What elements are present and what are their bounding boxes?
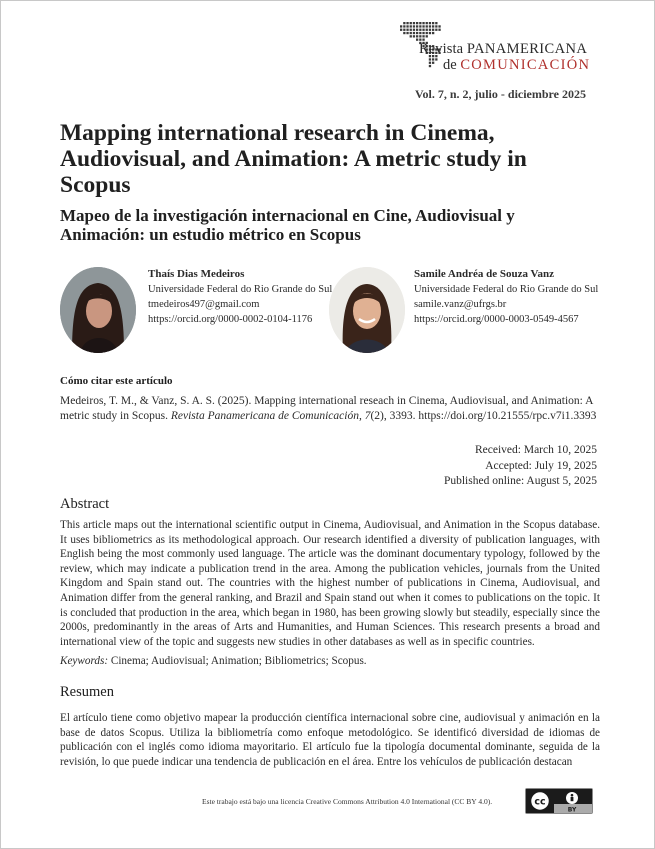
journal-name-line2: de COMUNICACIÓN (443, 57, 591, 73)
author-name: Samile Andréa de Souza Vanz (414, 268, 554, 280)
author-orcid-link[interactable]: https://orcid.org/0000-0002-0104-1176 (148, 314, 313, 325)
resumen-text: El artículo tiene como objetivo mapear la producción científica internacional sobre cine, audiovisual y animación en la base de datos Scopus. Utiliza la bibliometría como enfoque metodológico. Se identificó diversidad de idiomas de publicación con el inglés como idioma mayoritario. El artículo fue la tipología documental dominante, seguida de la revisión, lo que puede indicar una tendencia de publicación en el área. Entre los vehículos de publicación destacan (60, 712, 600, 768)
journal-name-line1: Revista PANAMERICANA (419, 41, 588, 57)
svg-text:cc: cc (534, 796, 546, 808)
journal-logo (400, 22, 600, 82)
volume-info: Vol. 7, n. 2, julio - diciembre 2025 (414, 87, 586, 101)
cc-by-label: BY (567, 806, 577, 813)
author-name: Thaís Dias Medeiros (148, 268, 245, 280)
published-date: Published online: August 5, 2025 (443, 475, 597, 487)
author-email[interactable]: tmedeiros497@gmail.com (148, 299, 260, 310)
author-orcid-link[interactable]: https://orcid.org/0000-0003-0549-4567 (414, 314, 579, 325)
article-dates (444, 443, 597, 490)
cc-by-badge[interactable] (525, 788, 593, 814)
abstract-heading: Abstract (60, 496, 110, 512)
article-title-es: Mapeo de la investigación internacional en Cine, Audiovisual y Animación: un estudio métrico en Scopus (60, 206, 515, 244)
author-email[interactable]: samile.vanz@ufrgs.br (414, 299, 507, 310)
received-date: Received: March 10, 2025 (475, 444, 597, 456)
keywords: Keywords: Cinema; Audiovisual; Animation; Bibliometrics; Scopus. (60, 655, 367, 667)
author-photo-vanz (329, 267, 405, 353)
resumen-heading: Resumen (60, 684, 114, 700)
author-affiliation: Universidade Federal do Rio Grande do Sul (148, 284, 333, 295)
license-note: Este trabajo está bajo una licencia Creative Commons Attribution 4.0 International (CC BY 4.0). (202, 797, 493, 806)
citation-text: Medeiros, T. M., & Vanz, S. A. S. (2025). Mapping international reseach in Cinema, Audiovisual, and Animation: A metric study in Scopus. Revista Panamericana de Comunicación, 7(2), 3393. https://doi.org/10.21555/rpc.v7i1.3393 (60, 395, 597, 422)
author-affiliation: Universidade Federal do Rio Grande do Sul (414, 284, 599, 295)
article-title-en: Mapping international research in Cinema, Audiovisual, and Animation: A metric study in Scopus (60, 120, 527, 198)
author-medeiros (148, 267, 332, 327)
abstract-text: This article maps out the international scientific output in Cinema, Audiovisual, and Animation in the Scopus database. It uses bibliometrics as its methodological approach. Our research identified a diversity of publication languages, with English being the most commonly used language. The article was the dominant documentary typology, followed by the review, which may indicate a publication trend in the area. Among the publication vehicles, journals from the United Kingdom and Spain stand out. The countries with the highest number of publications in Cinema, Audiovisual, and Animation differ from the general ranking, and Brazil and Spain stand out when it comes to publications on the topic. It is concluded that production in the area, which began in 1980, has been growing slowly but steadily, especially since the 2000s, predominantly in the areas of Arts and Humanities, and Human Sciences. This research presents a broad and international view of the topic and suggests new studies in other databases as well as in specific countries. (60, 519, 600, 648)
author-vanz (414, 267, 598, 327)
citation-heading: Cómo citar este artículo (60, 375, 173, 387)
accepted-date: Accepted: July 19, 2025 (485, 459, 597, 472)
author-photo-medeiros (60, 267, 136, 353)
